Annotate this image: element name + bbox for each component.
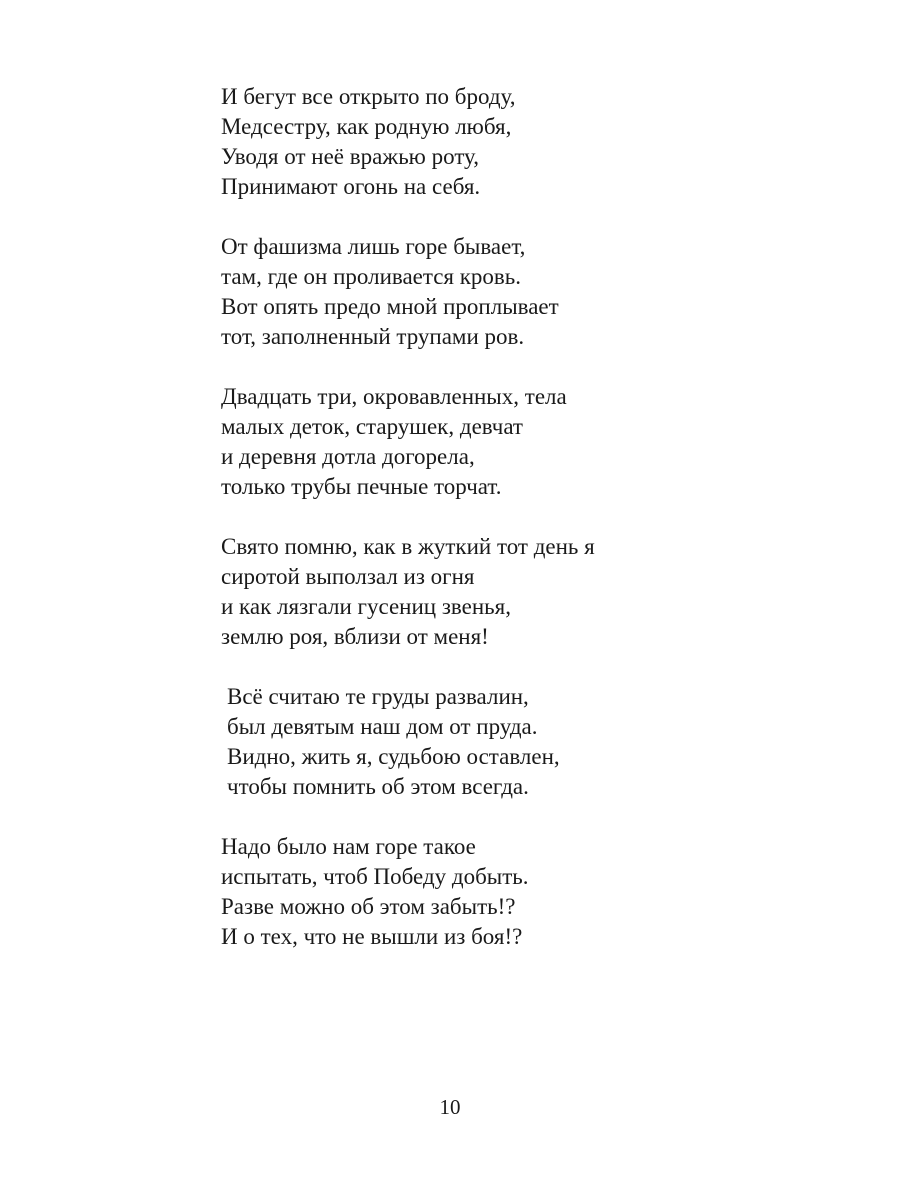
poem-line: был девятым наш дом от пруда.	[227, 714, 538, 739]
poem-line: землю роя, вблизи от меня!	[221, 624, 489, 649]
poem	[221, 82, 821, 982]
stanza-5	[221, 682, 821, 802]
poem-line: тот, заполненный трупами ров.	[221, 324, 525, 349]
poem-line: Медсестру, как родную любя,	[221, 114, 512, 139]
poem-line: и деревня дотла догорела,	[221, 444, 475, 469]
poem-line: Вот опять предо мной проплывает	[221, 294, 559, 319]
stanza-4	[221, 532, 821, 652]
poem-line: Разве можно об этом забыть!?	[221, 894, 516, 919]
poem-line: Принимают огонь на себя.	[221, 174, 481, 199]
poem-line: Двадцать три, окровавленных, тела	[221, 384, 567, 409]
poem-line: испытать, чтоб Победу добыть.	[221, 864, 529, 889]
poem-line: малых деток, старушек, девчат	[221, 414, 523, 439]
poem-line: Надо было нам горе такое	[221, 834, 476, 859]
poem-line: И о тех, что не вышли из боя!?	[221, 924, 523, 949]
poem-line: и как лязгали гусениц звенья,	[221, 594, 511, 619]
stanza-2	[221, 232, 821, 352]
poem-line: только трубы печные торчат.	[221, 474, 502, 499]
poem-line: Свято помню, как в жуткий тот день я	[221, 534, 595, 559]
poem-line: Уводя от неё вражью роту,	[221, 144, 480, 169]
poem-line: Всё считаю те груды развалин,	[227, 684, 529, 709]
stanza-1	[221, 82, 821, 202]
poem-line: И бегут все открыто по броду,	[221, 84, 516, 109]
poem-line: сиротой выползал из огня	[221, 564, 475, 589]
poem-line: Видно, жить я, судьбою оставлен,	[227, 744, 560, 769]
poem-line: там, где он проливается кровь.	[221, 264, 522, 289]
page-number: 10	[439, 1095, 461, 1119]
poem-line: От фашизма лишь горе бывает,	[221, 234, 526, 259]
stanza-3	[221, 382, 821, 502]
stanza-6	[221, 832, 821, 952]
poem-line: чтобы помнить об этом всегда.	[227, 774, 529, 799]
